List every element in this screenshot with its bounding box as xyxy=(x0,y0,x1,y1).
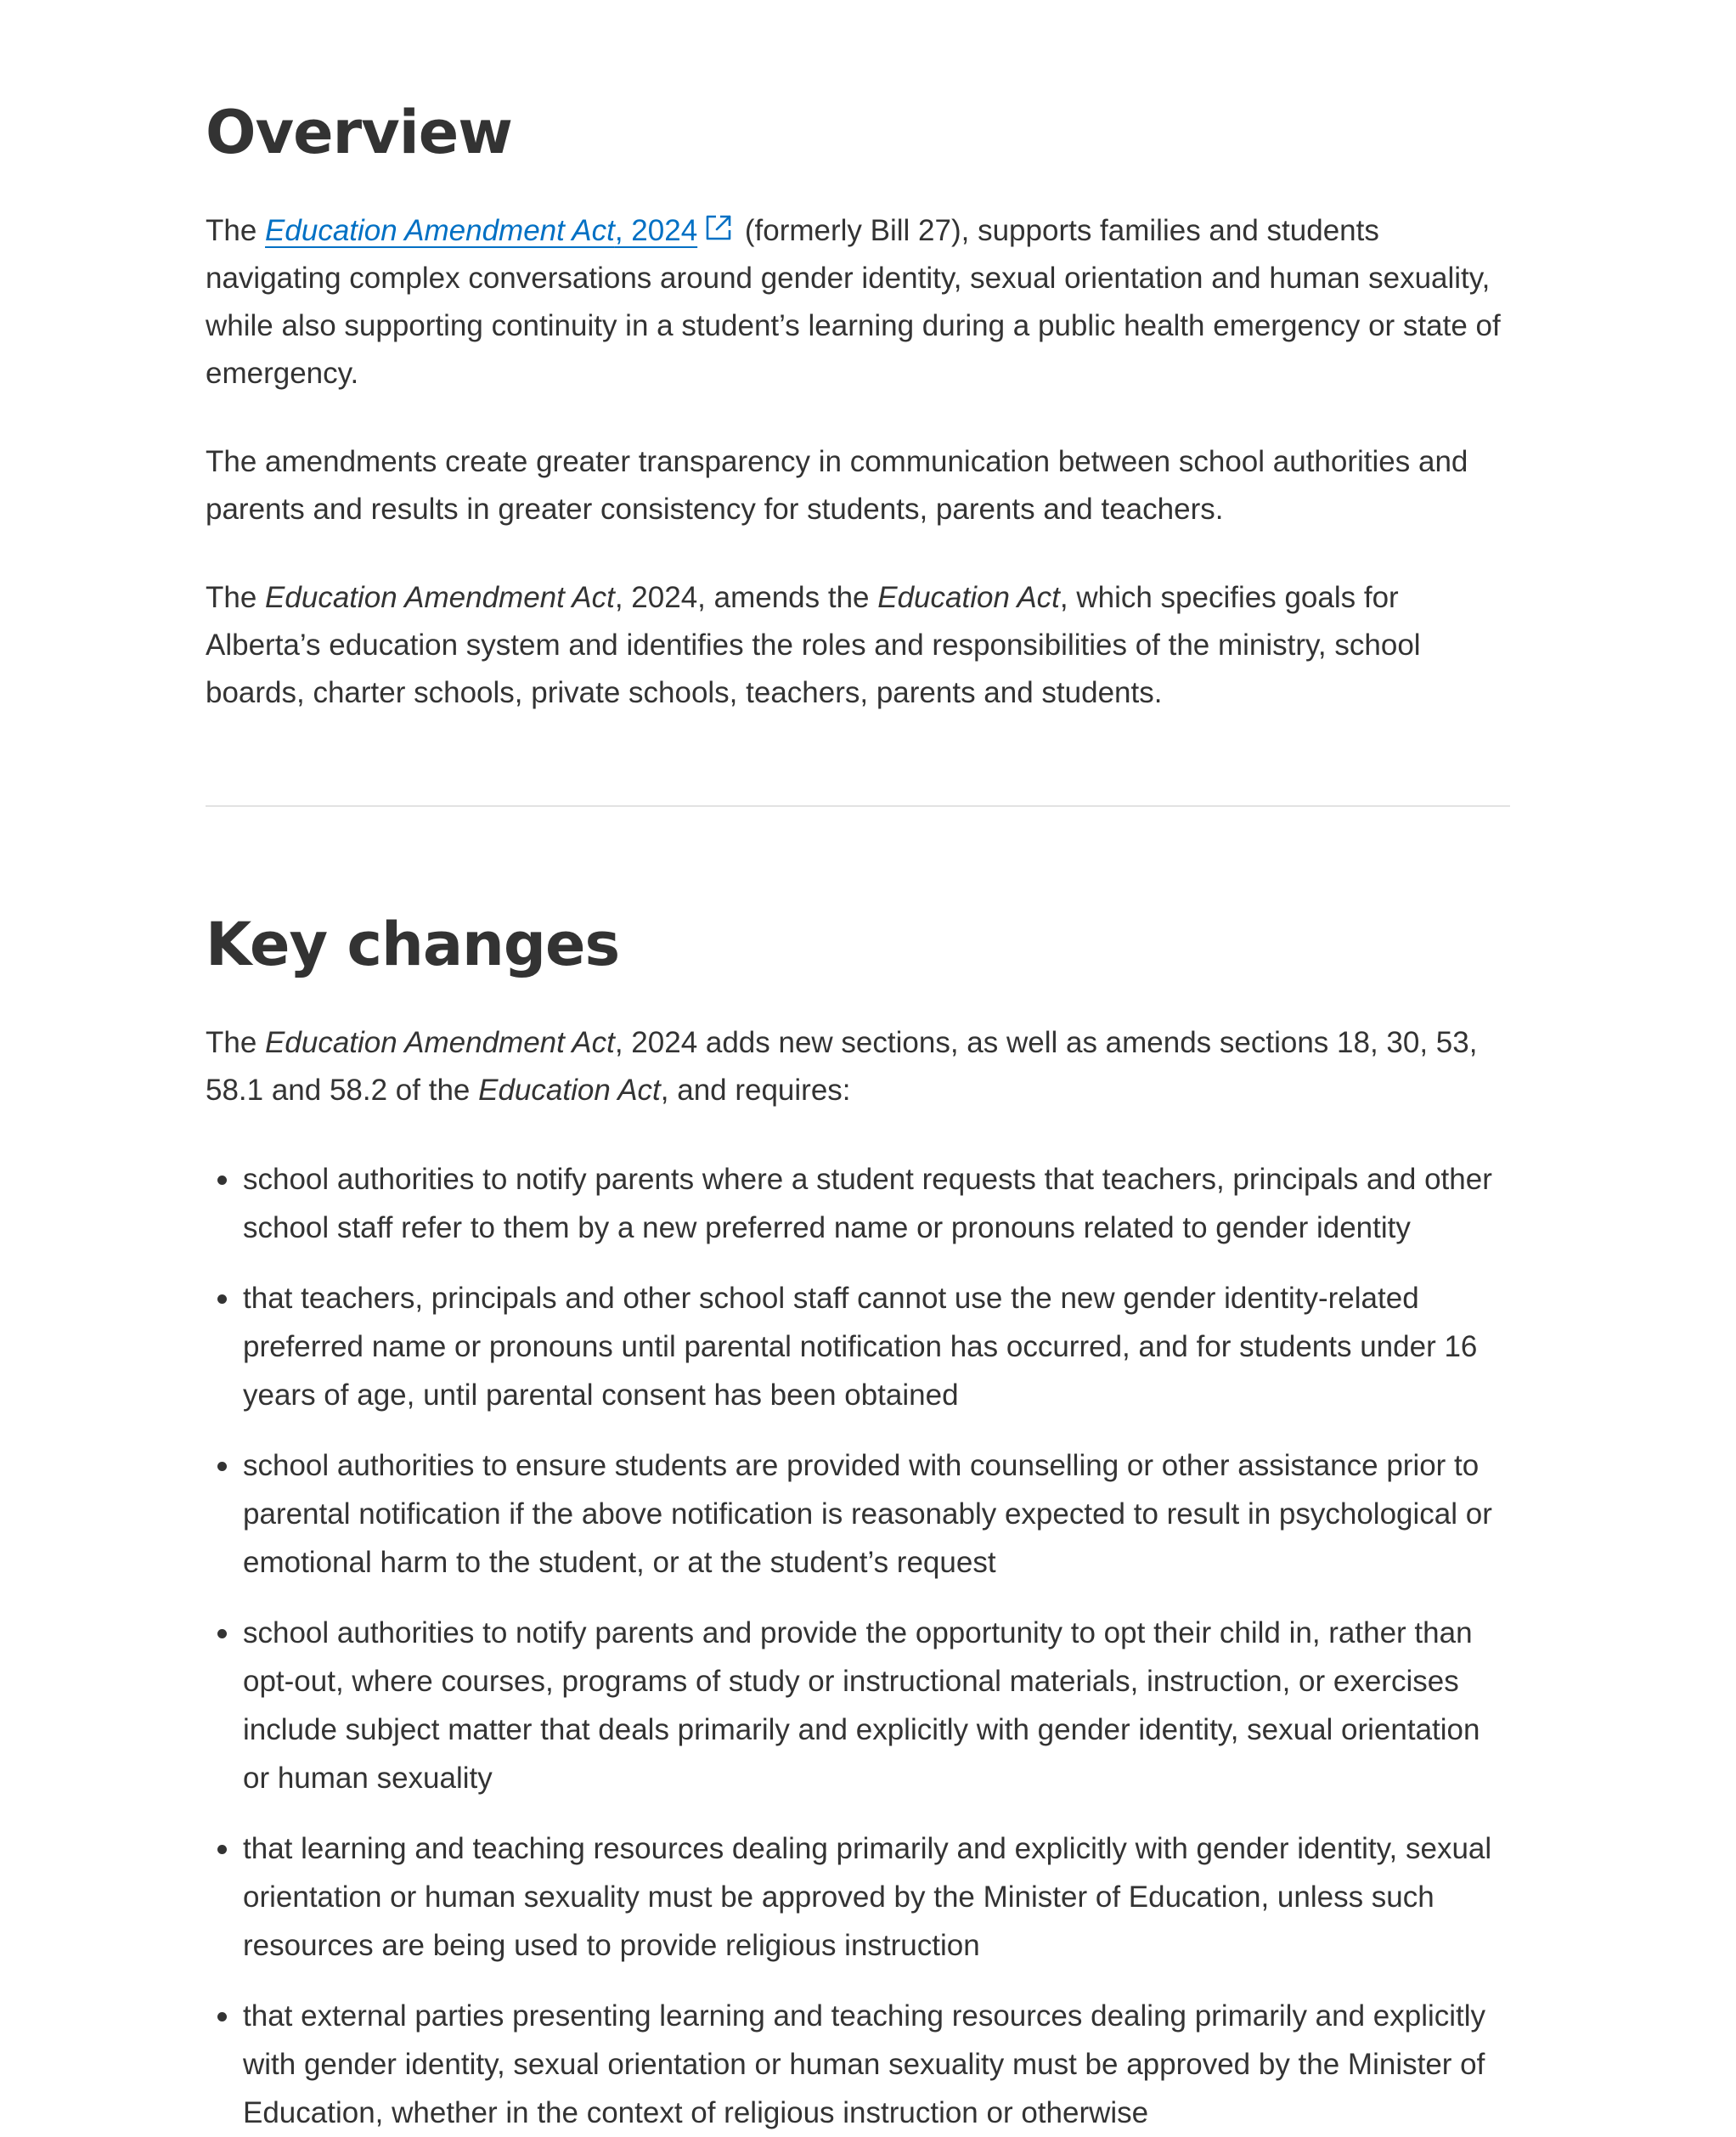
bullet-icon xyxy=(217,1294,227,1304)
overview-heading: Overview xyxy=(206,98,512,167)
list-item xyxy=(243,1274,1510,1419)
list-item xyxy=(243,1992,1510,2137)
overview-p3-act-title: Education Amendment Act xyxy=(265,581,615,614)
education-amendment-act-link[interactable] xyxy=(265,214,697,247)
overview-p3-education-act: Education Act xyxy=(877,581,1060,614)
section-divider xyxy=(206,805,1510,807)
list-item-text: school authorities to notify parents and provide the opportunity to opt their child in, rather than opt-out, where courses, programs of study or instructional materials, instruction, or exercises include subject matter that deals primarily and explicitly with gender identity, sexual orientation or human sexuality xyxy=(243,1616,1480,1795)
intro-text-2: , 2024 adds new sections, as well as amends sections 18, 30, 53, 58.1 and 58.2 of the xyxy=(206,1026,1478,1107)
list-item xyxy=(243,1441,1510,1587)
bullet-icon xyxy=(217,1845,227,1854)
bullet-icon xyxy=(217,1462,227,1471)
list-item xyxy=(243,1609,1510,1802)
overview-paragraph-2: The amendments create greater transparency in communication between school authorities and parents and results in greater consistency for students, parents and teachers. xyxy=(206,445,1468,526)
intro-act-title: Education Amendment Act xyxy=(265,1026,615,1059)
overview-paragraph-3 xyxy=(206,574,1510,717)
overview-p1-prefix: The xyxy=(206,214,266,247)
page-content xyxy=(206,0,1510,2137)
key-changes-section xyxy=(206,907,1510,2137)
key-changes-heading: Key changes xyxy=(206,910,620,979)
external-link-icon[interactable] xyxy=(704,213,733,242)
overview-p3-text-2: , 2024, amends the xyxy=(614,581,878,614)
overview-paragraph-1 xyxy=(206,207,1510,398)
list-item-text: that external parties presenting learning and teaching resources dealing primarily and explicitly with gender identity, sexual orientation or human sexuality must be approved by the Minister of Education, whether in the context of religious instruction or otherwise xyxy=(243,1999,1486,2129)
overview-p1-suffix: (formerly Bill 27), supports families and students navigating complex conversations around gender identity, sexual orientation and human sexuality, while also supporting continuity in a student’s learning during a public health emergency or state of emergency. xyxy=(206,214,1501,390)
list-item xyxy=(243,1155,1510,1252)
list-item-text: that learning and teaching resources dealing primarily and explicitly with gender identity, sexual orientation or human sexuality must be approved by the Minister of Education, unless such resources are being used to provide religious instruction xyxy=(243,1832,1492,1962)
bullet-icon xyxy=(217,1629,227,1638)
overview-p3-text-1: The xyxy=(206,581,266,614)
bullet-icon xyxy=(217,1176,227,1185)
key-changes-intro xyxy=(206,1019,1510,1114)
link-rest-text: , 2024 xyxy=(614,214,698,247)
bullet-icon xyxy=(217,2012,227,2021)
list-item-text: school authorities to ensure students are provided with counselling or other assistance prior to parental notification if the above notification is reasonably expected to result in psychological or emotional harm to the student, or at the student’s request xyxy=(243,1449,1492,1579)
overview-section xyxy=(206,95,1510,717)
key-changes-list xyxy=(206,1155,1510,2137)
intro-text-1: The xyxy=(206,1026,266,1059)
intro-text-3: , and requires: xyxy=(660,1074,851,1107)
overview-p3-text-3: , which specifies goals for Alberta’s education system and identifies the roles and responsibilities of the ministry, school boards, charter schools, private schools, teachers, parents and students. xyxy=(206,581,1421,709)
link-italic-text: Education Amendment Act xyxy=(265,214,615,247)
list-item xyxy=(243,1824,1510,1970)
intro-education-act: Education Act xyxy=(478,1074,661,1107)
list-item-text: school authorities to notify parents where a student requests that teachers, principals and other school staff refer to them by a new preferred name or pronouns related to gender identity xyxy=(243,1163,1492,1244)
list-item-text: that teachers, principals and other school staff cannot use the new gender identity-related preferred name or pronouns until parental notification has occurred, and for students under 16 years of age, until parental consent has been obtained xyxy=(243,1282,1478,1412)
